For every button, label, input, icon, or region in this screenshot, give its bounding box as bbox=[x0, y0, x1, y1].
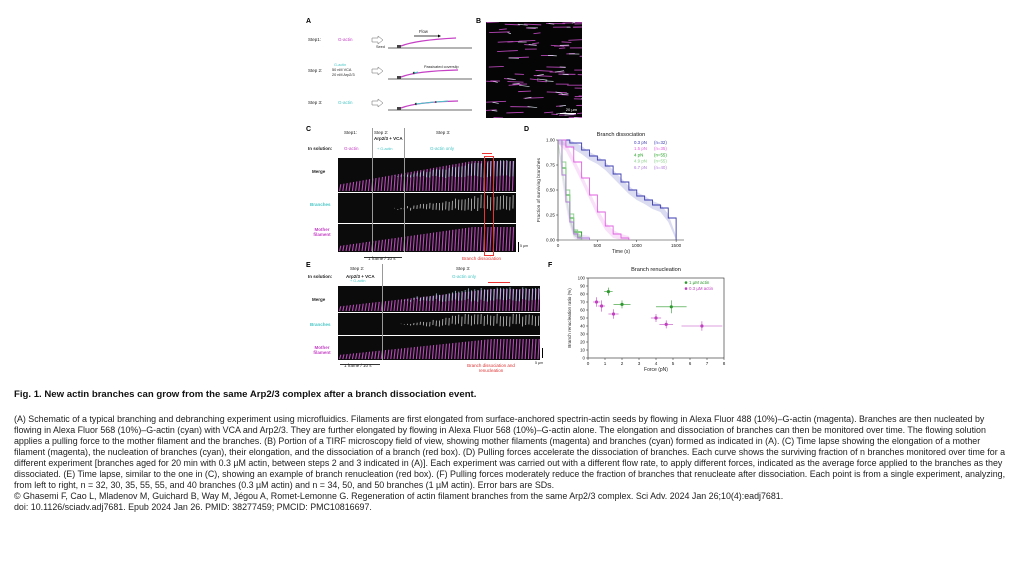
chart-d-x-tick-label: 0 bbox=[556, 243, 560, 248]
chart-f-legend-marker bbox=[685, 287, 688, 290]
chart-d-title: Branch dissociation bbox=[596, 132, 646, 138]
panel-label-a: A bbox=[306, 18, 312, 25]
chart-f-y-tick-label: 90 bbox=[580, 283, 585, 289]
chart-f-title: Branch renucleation bbox=[631, 267, 681, 273]
a-step2-gactin: G-actin bbox=[334, 63, 347, 67]
e-divider bbox=[382, 264, 383, 360]
a-step1-reagent: G-actin bbox=[338, 37, 353, 42]
chart-f-x-tick-label: 1 bbox=[603, 361, 607, 366]
chart-d-x-tick-label: 500 bbox=[593, 243, 602, 248]
c-step2-label: Step 2: bbox=[374, 130, 389, 135]
a-surface-label: Passivated coverslip bbox=[424, 65, 459, 69]
chart-f-x-tick-label: 5 bbox=[671, 361, 675, 366]
chart-f-x-tick-label: 4 bbox=[654, 361, 658, 366]
chart-d-legend-n: (n=40) bbox=[654, 164, 667, 170]
chart-f-x-tick-label: 7 bbox=[705, 361, 709, 366]
panel-a-schematic bbox=[306, 26, 476, 116]
c-scale-label: 5 µm bbox=[520, 244, 529, 248]
chart-f-point bbox=[600, 304, 603, 307]
chart-f-y-tick-label: 60 bbox=[580, 307, 585, 313]
e-row-merge: Merge bbox=[312, 297, 326, 302]
e-kymo-mother bbox=[338, 336, 540, 360]
e-step2-sub: + G-actin bbox=[350, 279, 366, 283]
chart-d-y-label: Fraction of surviving branches bbox=[537, 158, 542, 222]
e-in-solution: In solution: bbox=[308, 274, 333, 279]
tirf-micrograph bbox=[486, 22, 582, 118]
c-divider-2 bbox=[404, 128, 405, 252]
caption-body: (A) Schematic of a typical branching and debranching experiment using microfluidics. Filaments are first elongated from surface-anchored spectrin-actin seeds by flowing in Alexa Fluor 488 (10%)–G-actin (magenta). Branches are then nucleated by flowing in Alexa Fluor 568 (10%)–G-actin (cyan) with VCA and Arp2/3. They are further elongated by flowing in Alexa Fluor 568 (10%)–G-actin alone. The elongation and dissociation of branches can then be monitored over time. The flowing solution applies a pulling force to the mother filament and the branches. (B) Portion of a TIRF microscopy field of view, showing mother filaments (magenta) and branches (cyan) formed as indicated in (A). (C) Time lapse showing the elongation of a mother filament (magenta), the nucleation of branches (cyan), their elongation, and the dissociation of a branch (red box). (D) Pulling forces accelerate the dissociation of branches. Each curve shows the surviving fraction of n branches monitored over time for a different experiment [branches aged for 20 min with 0.3 µM actin, between steps 2 and 3 indicated in (A)]. Each experiment was carried out with a different flow rate, to apply different forces, indicated as the average force applied to the branches as they dissociated. (E) Time lapse, similar to the one in (C), showing an example of branch renucleation (red box). (F) Pulling forces moderately reduce the fraction of branches that renucleate after dissociation. Each point is from a single experiment, analyzing, from left to right, n = 32, 30, 35, 55, 55, and 40 branches (0.3 µM actin) and n = 34, 50, and 50 branches (1 µM actin). Error bars are SDs. bbox=[14, 414, 1006, 490]
c-row-mother: Mother filament bbox=[313, 227, 331, 237]
e-row-branches: Branches bbox=[310, 322, 331, 327]
chart-f-x-label: Force (pN) bbox=[644, 367, 668, 373]
e-event-tick bbox=[488, 282, 510, 283]
panel-c-timelapse bbox=[306, 126, 529, 262]
a-step3-reagent: G-actin bbox=[338, 100, 353, 105]
chart-f-x-tick-label: 6 bbox=[688, 361, 692, 366]
chart-f-legend-marker bbox=[685, 281, 688, 284]
a-step3-label: Step 3: bbox=[308, 100, 323, 105]
chart-f-x-tick-label: 8 bbox=[722, 361, 726, 366]
figure-caption bbox=[14, 389, 1010, 513]
caption-title: Fig. 1. New actin branches can grow from the same Arp2/3 complex after a branch dissociation event. bbox=[14, 389, 477, 400]
a-step1-arrow-icon bbox=[372, 36, 383, 44]
a-step3-arrow-icon bbox=[372, 99, 383, 107]
c-step3-reagent: G-actin only bbox=[430, 146, 455, 151]
e-step3-label: Step 3: bbox=[456, 266, 471, 271]
chart-f-x-tick-label: 0 bbox=[586, 361, 590, 366]
chart-d-legend-name: 6.7 pN bbox=[634, 164, 647, 170]
e-step3-reagent: G-actin only bbox=[452, 274, 477, 279]
e-step2-reagent: Arp2/3 + VCA bbox=[346, 274, 375, 279]
chart-f-y-tick-label: 20 bbox=[580, 339, 585, 345]
panel-label-c: C bbox=[306, 126, 312, 133]
panel-label-b: B bbox=[476, 18, 482, 25]
c-step1-reagent: G-actin bbox=[344, 146, 359, 151]
c-step1-label: Step1: bbox=[344, 130, 358, 135]
chart-d-x-tick-label: 1500 bbox=[671, 243, 682, 248]
chart-d-y-tick-label: 0.25 bbox=[546, 212, 555, 218]
a-step1-label: Step1: bbox=[308, 37, 322, 42]
chart-f-y-tick-label: 0 bbox=[582, 355, 585, 361]
chart-d-y-tick-label: 0.00 bbox=[546, 237, 555, 243]
e-event-label: Branch dissociation and renucleation bbox=[467, 363, 515, 373]
chart-f-point bbox=[607, 290, 610, 293]
c-frame-rate: 1 frame / 10 s bbox=[368, 256, 396, 261]
e-frame-rate: 1 frame / 10 s bbox=[344, 363, 372, 368]
a-step2-label: Step 2: bbox=[308, 68, 323, 73]
e-kymo-merge bbox=[338, 286, 540, 312]
citation-line-2: doi: 10.1126/sciadv.adj7681. Epub 2024 Jan 26. PMID: 38277459; PMCID: PMC10816697. bbox=[14, 502, 372, 512]
chart-f-point bbox=[665, 323, 668, 326]
branch-renucleation-chart bbox=[554, 264, 734, 376]
c-in-solution: In solution: bbox=[308, 146, 333, 151]
caption-citation bbox=[14, 491, 1010, 513]
chart-d-legend-n: (n=35) bbox=[654, 146, 667, 152]
chart-f-point bbox=[595, 300, 598, 303]
figure-panels bbox=[300, 14, 740, 376]
panel-label-d: D bbox=[524, 126, 530, 133]
chart-d-legend-n: (n=55) bbox=[654, 158, 667, 164]
chart-f-y-tick-label: 10 bbox=[580, 347, 585, 353]
e-scale-label: 5 µm bbox=[535, 361, 544, 365]
panel-e-timelapse bbox=[306, 262, 542, 376]
c-scale-bar bbox=[518, 242, 519, 252]
chart-d-y-tick-label: 0.50 bbox=[546, 187, 555, 193]
citation-line-1: © Ghasemi F, Cao L, Mladenov M, Guichard B, Way M, Jégou A, Romet-Lemonne G. Regeneration of actin filament branches from the same Arp2/3 complex. Sci Adv. 2024 Jan 26;10(4):eadj7681. bbox=[14, 491, 784, 501]
b-scale-label: 20 µm bbox=[565, 107, 577, 112]
c-row-merge: Merge bbox=[312, 169, 326, 174]
chart-f-point bbox=[612, 312, 615, 315]
a-flow-label: Flow bbox=[419, 29, 428, 34]
chart-f-y-tick-label: 40 bbox=[580, 323, 585, 329]
a-schematic-drawing bbox=[306, 26, 476, 116]
chart-d-legend-name: 4 pN bbox=[634, 152, 644, 158]
chart-d-x-label: Time (s) bbox=[611, 249, 631, 255]
chart-d-x-tick-label: 1000 bbox=[631, 243, 642, 248]
chart-d-legend-name: 4.9 pN bbox=[634, 158, 647, 164]
chart-d-legend-n: (n=32) bbox=[654, 140, 667, 145]
c-event-box bbox=[484, 156, 494, 256]
e-scale-bar bbox=[542, 348, 543, 358]
chart-f-point bbox=[670, 305, 673, 308]
panel-label-e: E bbox=[306, 262, 311, 269]
chart-f-y-tick-label: 80 bbox=[580, 291, 585, 297]
c-step3-label: Step 3: bbox=[436, 130, 451, 135]
chart-f-y-tick-label: 100 bbox=[577, 275, 585, 281]
e-kymo-branches bbox=[338, 313, 540, 335]
chart-f-point bbox=[654, 316, 657, 319]
chart-d-legend-n: (n=55) bbox=[654, 152, 667, 158]
chart-f-x-tick-label: 3 bbox=[637, 361, 641, 366]
chart-d-y-tick-label: 0.75 bbox=[546, 162, 555, 168]
chart-f-y-tick-label: 50 bbox=[580, 315, 585, 321]
c-divider-1 bbox=[372, 128, 373, 252]
chart-d-legend-name: 1.5 pN bbox=[634, 146, 647, 152]
c-row-branches: Branches bbox=[310, 202, 331, 207]
chart-d-legend-name: 0.3 pN bbox=[634, 140, 647, 145]
chart-f-point bbox=[620, 303, 623, 306]
chart-f-y-tick-label: 30 bbox=[580, 331, 585, 337]
e-row-mother: Mother filament bbox=[313, 345, 331, 355]
chart-f-legend-name: 1 µM actin bbox=[689, 280, 710, 285]
c-step2-reagent: Arp2/3 + VCA bbox=[374, 136, 403, 141]
b-scale-bar bbox=[560, 113, 576, 115]
branch-dissociation-chart bbox=[524, 130, 694, 264]
chart-f-point bbox=[700, 324, 703, 327]
chart-d-y-tick-label: 1.00 bbox=[546, 137, 555, 143]
a-step2-arrow-icon bbox=[372, 67, 383, 75]
chart-f-y-tick-label: 70 bbox=[580, 299, 585, 305]
c-step2-sub: + G-actin bbox=[377, 147, 393, 151]
a-step2-vca: 50 nM VCA bbox=[332, 68, 352, 72]
e-step2-label: Step 2: bbox=[350, 266, 365, 271]
c-event-label: Branch dissociation bbox=[462, 256, 502, 261]
a-step2-arp: 20 nM Arp2/3 bbox=[332, 73, 355, 77]
chart-f-x-tick-label: 2 bbox=[620, 361, 624, 366]
c-event-tick bbox=[482, 153, 492, 154]
chart-f-y-label: Branch renucleation ratio (%) bbox=[567, 288, 572, 348]
panel-label-f: F bbox=[548, 262, 553, 269]
a-seed-label: Seed bbox=[376, 45, 385, 49]
chart-f-legend-name: 0.3 µM actin bbox=[689, 286, 714, 291]
